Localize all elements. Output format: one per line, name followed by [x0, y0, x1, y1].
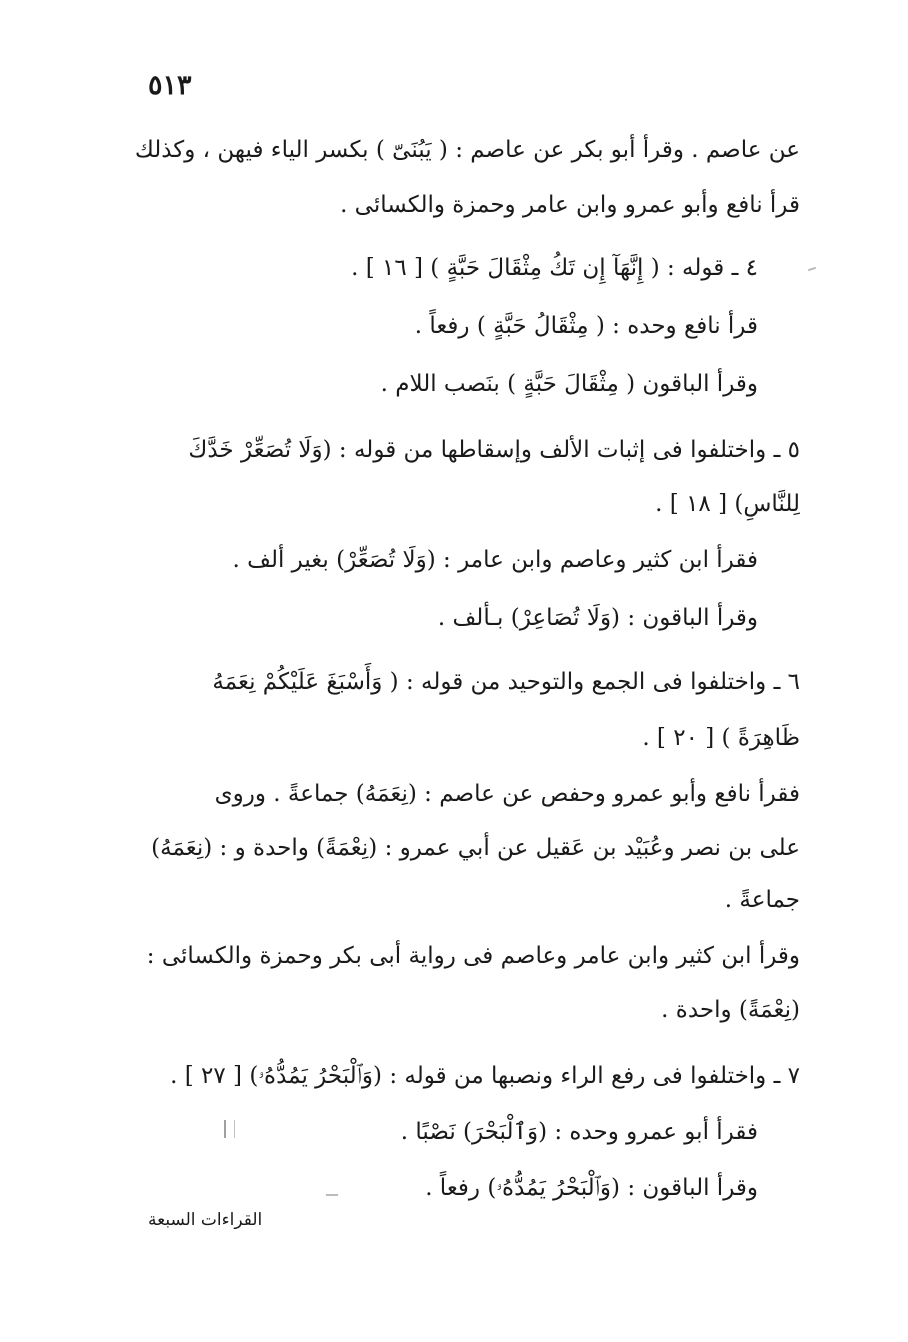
- text-line: فقرأ أبو عمرو وحده : (وَٱلْبَحْرَ) نَصْبًا .: [400, 1119, 758, 1145]
- text-line: قرأ نافع وأبو عمرو وابن عامر وحمزة والكسائى .: [340, 192, 800, 218]
- text-line: (نِعْمَةً) واحدة .: [661, 997, 800, 1023]
- scan-speck: [326, 1194, 338, 1196]
- section-heading: ٧ ـ واختلفوا فى رفع الراء ونصبها من قوله : (وَٱلْبَحْرُ يَمُدُّهُۥ) [ ٢٧ ] .: [170, 1063, 800, 1089]
- text-line: قرأ نافع وحده : ( مِثْقَالُ حَبَّةٍ ) رفعاً .: [414, 313, 758, 339]
- text-line: فقرأ ابن كثير وعاصم وابن عامر : (وَلَا تُصَعِّرْ) بغير ألف .: [232, 547, 758, 573]
- text-line: ظَاهِرَةً ) [ ٢٠ ] .: [642, 725, 800, 751]
- text-line: جماعةً .: [724, 887, 800, 913]
- scan-speck: [808, 267, 816, 272]
- page-number: ٥١٣: [148, 70, 192, 101]
- section-heading: ٦ ـ واختلفوا فى الجمع والتوحيد من قوله : ( وَأَسْبَغَ عَلَيْكُمْ نِعَمَهُ: [212, 669, 800, 695]
- text-line: وقرأ ابن كثير وابن عامر وعاصم فى رواية أبى بكر وحمزة والكسائى :: [146, 943, 800, 969]
- footer-book-title: القراءات السبعة: [148, 1210, 263, 1230]
- text-line: على بن نصر وعُبَيْد بن عَقيل عن أبي عمرو : (نِعْمَةً) واحدة و : (نِعَمَهُ): [151, 835, 800, 861]
- text-line: عن عاصم . وقرأ أبو بكر عن عاصم : ( يَبُنَىّ ) بكسر الياء فيهن ، وكذلك: [134, 137, 800, 163]
- text-line: وقرأ الباقون : (وَلَا تُصَاعِرْ) بـألف .: [437, 605, 758, 631]
- text-line: فقرأ نافع وأبو عمرو وحفص عن عاصم : (نِعَمَهُ) جماعةً . وروى: [214, 781, 800, 807]
- section-heading: ٤ ـ قوله : ( إِنَّهَآ إِن تَكُ مِثْقَالَ حَبَّةٍ ) [ ١٦ ] .: [351, 255, 758, 281]
- text-line: وقرأ الباقون ( مِثْقَالَ حَبَّةٍ ) بنَصب اللام .: [380, 371, 758, 397]
- text-line: لِلنَّاسِ) [ ١٨ ] .: [655, 491, 800, 517]
- scan-mark: [224, 1120, 235, 1138]
- text-line: وقرأ الباقون : (وَٱلْبَحْرُ يَمُدُّهُۥ) رفعاً .: [425, 1175, 758, 1201]
- section-heading: ٥ ـ واختلفوا فى إثبات الألف وإسقاطها من قوله : (وَلَا تُصَعِّرْ خَدَّكَ: [188, 437, 800, 463]
